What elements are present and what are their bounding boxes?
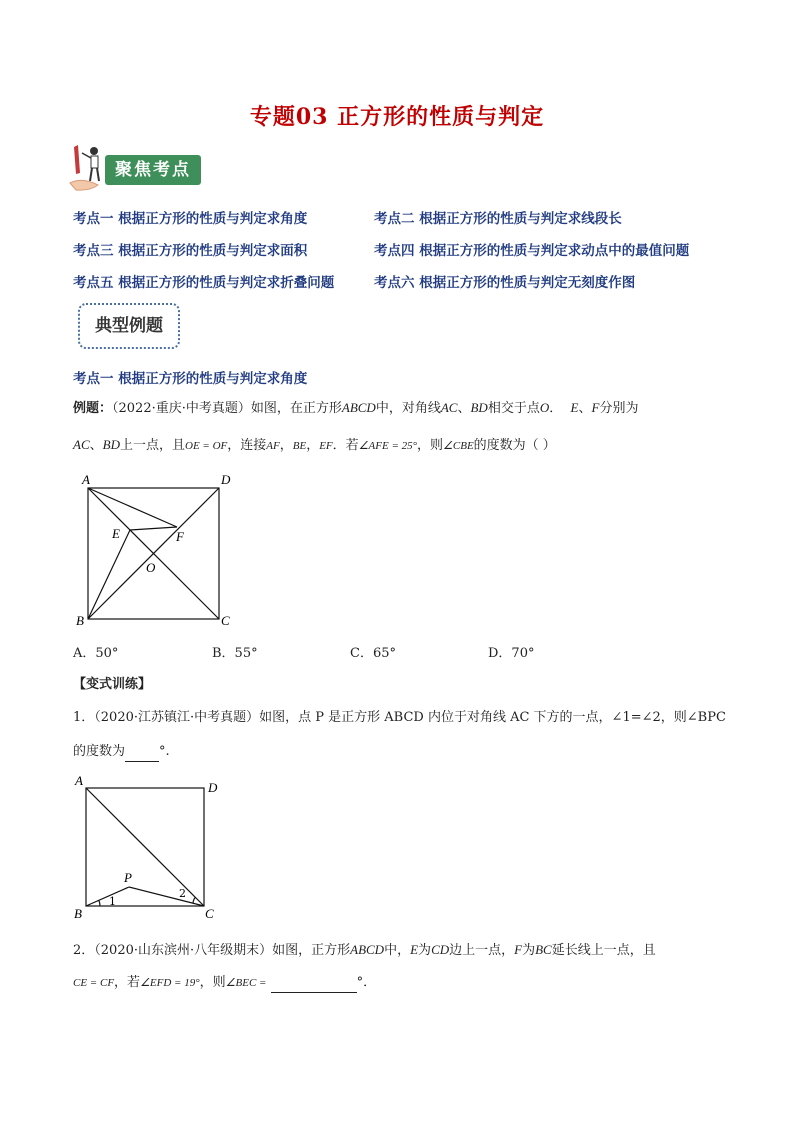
figure-square-diagonals xyxy=(70,468,240,630)
key-point-1: 考点一 根据正方形的性质与判定求角度 xyxy=(73,211,308,227)
question-1-line-1: 1．（2020·江苏镇江·中考真题）如图，点 P 是正方形 ABCD 内位于对角线 AC 下方的一点，∠1=∠2，则∠BPC xyxy=(73,710,726,725)
math-angle-afe: ∠AFE = 25° xyxy=(358,440,418,452)
figure2-angle-2: 2 xyxy=(179,887,186,900)
math-e: E xyxy=(410,942,419,957)
math-bd: BD xyxy=(470,400,488,415)
math-ac: AC xyxy=(440,400,458,415)
math-cd: CD xyxy=(431,942,450,957)
figure1-label-o: O xyxy=(146,560,156,575)
key-point-6: 考点六 根据正方形的性质与判定无刻度作图 xyxy=(374,275,636,291)
question-2-text: ，则 xyxy=(199,975,226,990)
figure2-angle-1: 1 xyxy=(109,895,116,908)
figure1-label-e: E xyxy=(112,526,120,541)
math-o: O xyxy=(539,400,550,415)
question-2-line-2 xyxy=(73,973,376,993)
example-lead: 例题： xyxy=(73,401,113,416)
key-point-5: 考点五 根据正方形的性质与判定求折叠问题 xyxy=(73,275,335,291)
answer-blank-1[interactable] xyxy=(125,745,159,762)
question-2-text: 中， xyxy=(384,943,411,958)
figure1-label-d: D xyxy=(221,472,231,487)
example-text: ，则 xyxy=(417,438,444,453)
question-2-line-1 xyxy=(73,940,656,961)
math-f: F xyxy=(514,942,523,957)
question-2-text: ． xyxy=(363,975,377,990)
key-point-3: 考点三 根据正方形的性质与判定求面积 xyxy=(73,243,308,259)
figure1-label-c: C xyxy=(221,613,230,628)
variant-heading: 【变式训练】 xyxy=(73,677,152,692)
choice-d[interactable]: D．70° xyxy=(488,646,535,661)
figure1-label-b: B xyxy=(76,613,84,628)
math-e: E xyxy=(570,400,579,415)
figure2-label-b: B xyxy=(74,906,82,921)
math-ef: EF xyxy=(319,440,333,452)
key-point-2: 考点二 根据正方形的性质与判定求线段长 xyxy=(374,211,622,227)
focus-banner-box xyxy=(105,155,201,185)
math-af: AF xyxy=(266,440,280,452)
math-abcd: ABCD xyxy=(341,400,376,415)
question-2-text: 为 xyxy=(522,943,536,958)
example-text: 相交于点 xyxy=(487,401,540,416)
example-text: ，连接 xyxy=(227,438,267,453)
math-bd: BD xyxy=(102,437,120,452)
example-text: ， xyxy=(306,438,320,453)
math-oe-of: OE = OF xyxy=(185,440,228,452)
figure1-label-a: A xyxy=(82,472,90,487)
example-text: 、 xyxy=(578,401,592,416)
math-ac: AC xyxy=(73,437,90,452)
figure2-label-d: D xyxy=(208,780,218,795)
question-2-text: ，若 xyxy=(114,975,141,990)
question-2-text: 延长线上一点，且 xyxy=(551,943,656,958)
section-heading: 考点一 根据正方形的性质与判定求角度 xyxy=(73,371,308,387)
question-2-text: 为 xyxy=(418,943,432,958)
question-2-text: 边上一点， xyxy=(449,943,515,958)
typical-examples-label: 典型例题 xyxy=(95,316,163,336)
example-text: 的度数为（ ） xyxy=(473,438,556,453)
figure2-label-p: P xyxy=(124,870,132,885)
focus-banner xyxy=(68,143,208,193)
choice-b[interactable]: B．55° xyxy=(212,646,258,661)
choice-a[interactable]: A．50° xyxy=(73,646,119,661)
example-text: ． xyxy=(549,401,563,416)
math-angle-efd: ∠EFD = 19° xyxy=(140,977,200,989)
answer-blank-2[interactable] xyxy=(271,976,357,993)
figure2-label-a: A xyxy=(75,773,83,788)
example-text: ．若 xyxy=(332,438,359,453)
example-text: 、 xyxy=(457,401,471,416)
figure1-label-f: F xyxy=(176,529,184,544)
question-2-text: ° xyxy=(356,975,364,990)
question-2-text: 2．（2020·山东滨州·八年级期末）如图，正方形 xyxy=(73,943,351,958)
example-text: （2022·重庆·中考真题）如图，在正方形 xyxy=(112,401,342,416)
math-ce-cf: CE = CF xyxy=(73,977,115,989)
example-text: 分别为 xyxy=(599,401,639,416)
choice-c[interactable]: C．65° xyxy=(350,646,396,661)
example-line-1 xyxy=(73,398,638,419)
math-be: BE xyxy=(292,440,307,452)
math-angle-cbe: ∠CBE xyxy=(443,440,474,452)
example-text: 中，对角线 xyxy=(375,401,441,416)
focus-banner-label: 聚焦考点 xyxy=(115,160,191,180)
figure2-label-c: C xyxy=(205,906,214,921)
page-title: 专题03 正方形的性质与判定 xyxy=(249,104,545,130)
figure-square-point-p xyxy=(70,772,230,924)
math-bc: BC xyxy=(535,942,552,957)
example-text: 、 xyxy=(89,438,103,453)
question-1-text: °. xyxy=(159,744,170,759)
math-angle-bec: ∠BEC = xyxy=(225,977,267,989)
question-1-line-2 xyxy=(73,742,170,762)
math-f: F xyxy=(591,400,600,415)
typical-examples-box xyxy=(78,303,180,349)
question-1-text: 的度数为 xyxy=(73,744,126,759)
key-point-4: 考点四 根据正方形的性质与判定求动点中的最值问题 xyxy=(374,243,690,259)
example-text: 上一点，且 xyxy=(119,438,185,453)
example-line-2 xyxy=(73,435,556,456)
math-abcd: ABCD xyxy=(350,942,385,957)
example-text: ， xyxy=(279,438,293,453)
